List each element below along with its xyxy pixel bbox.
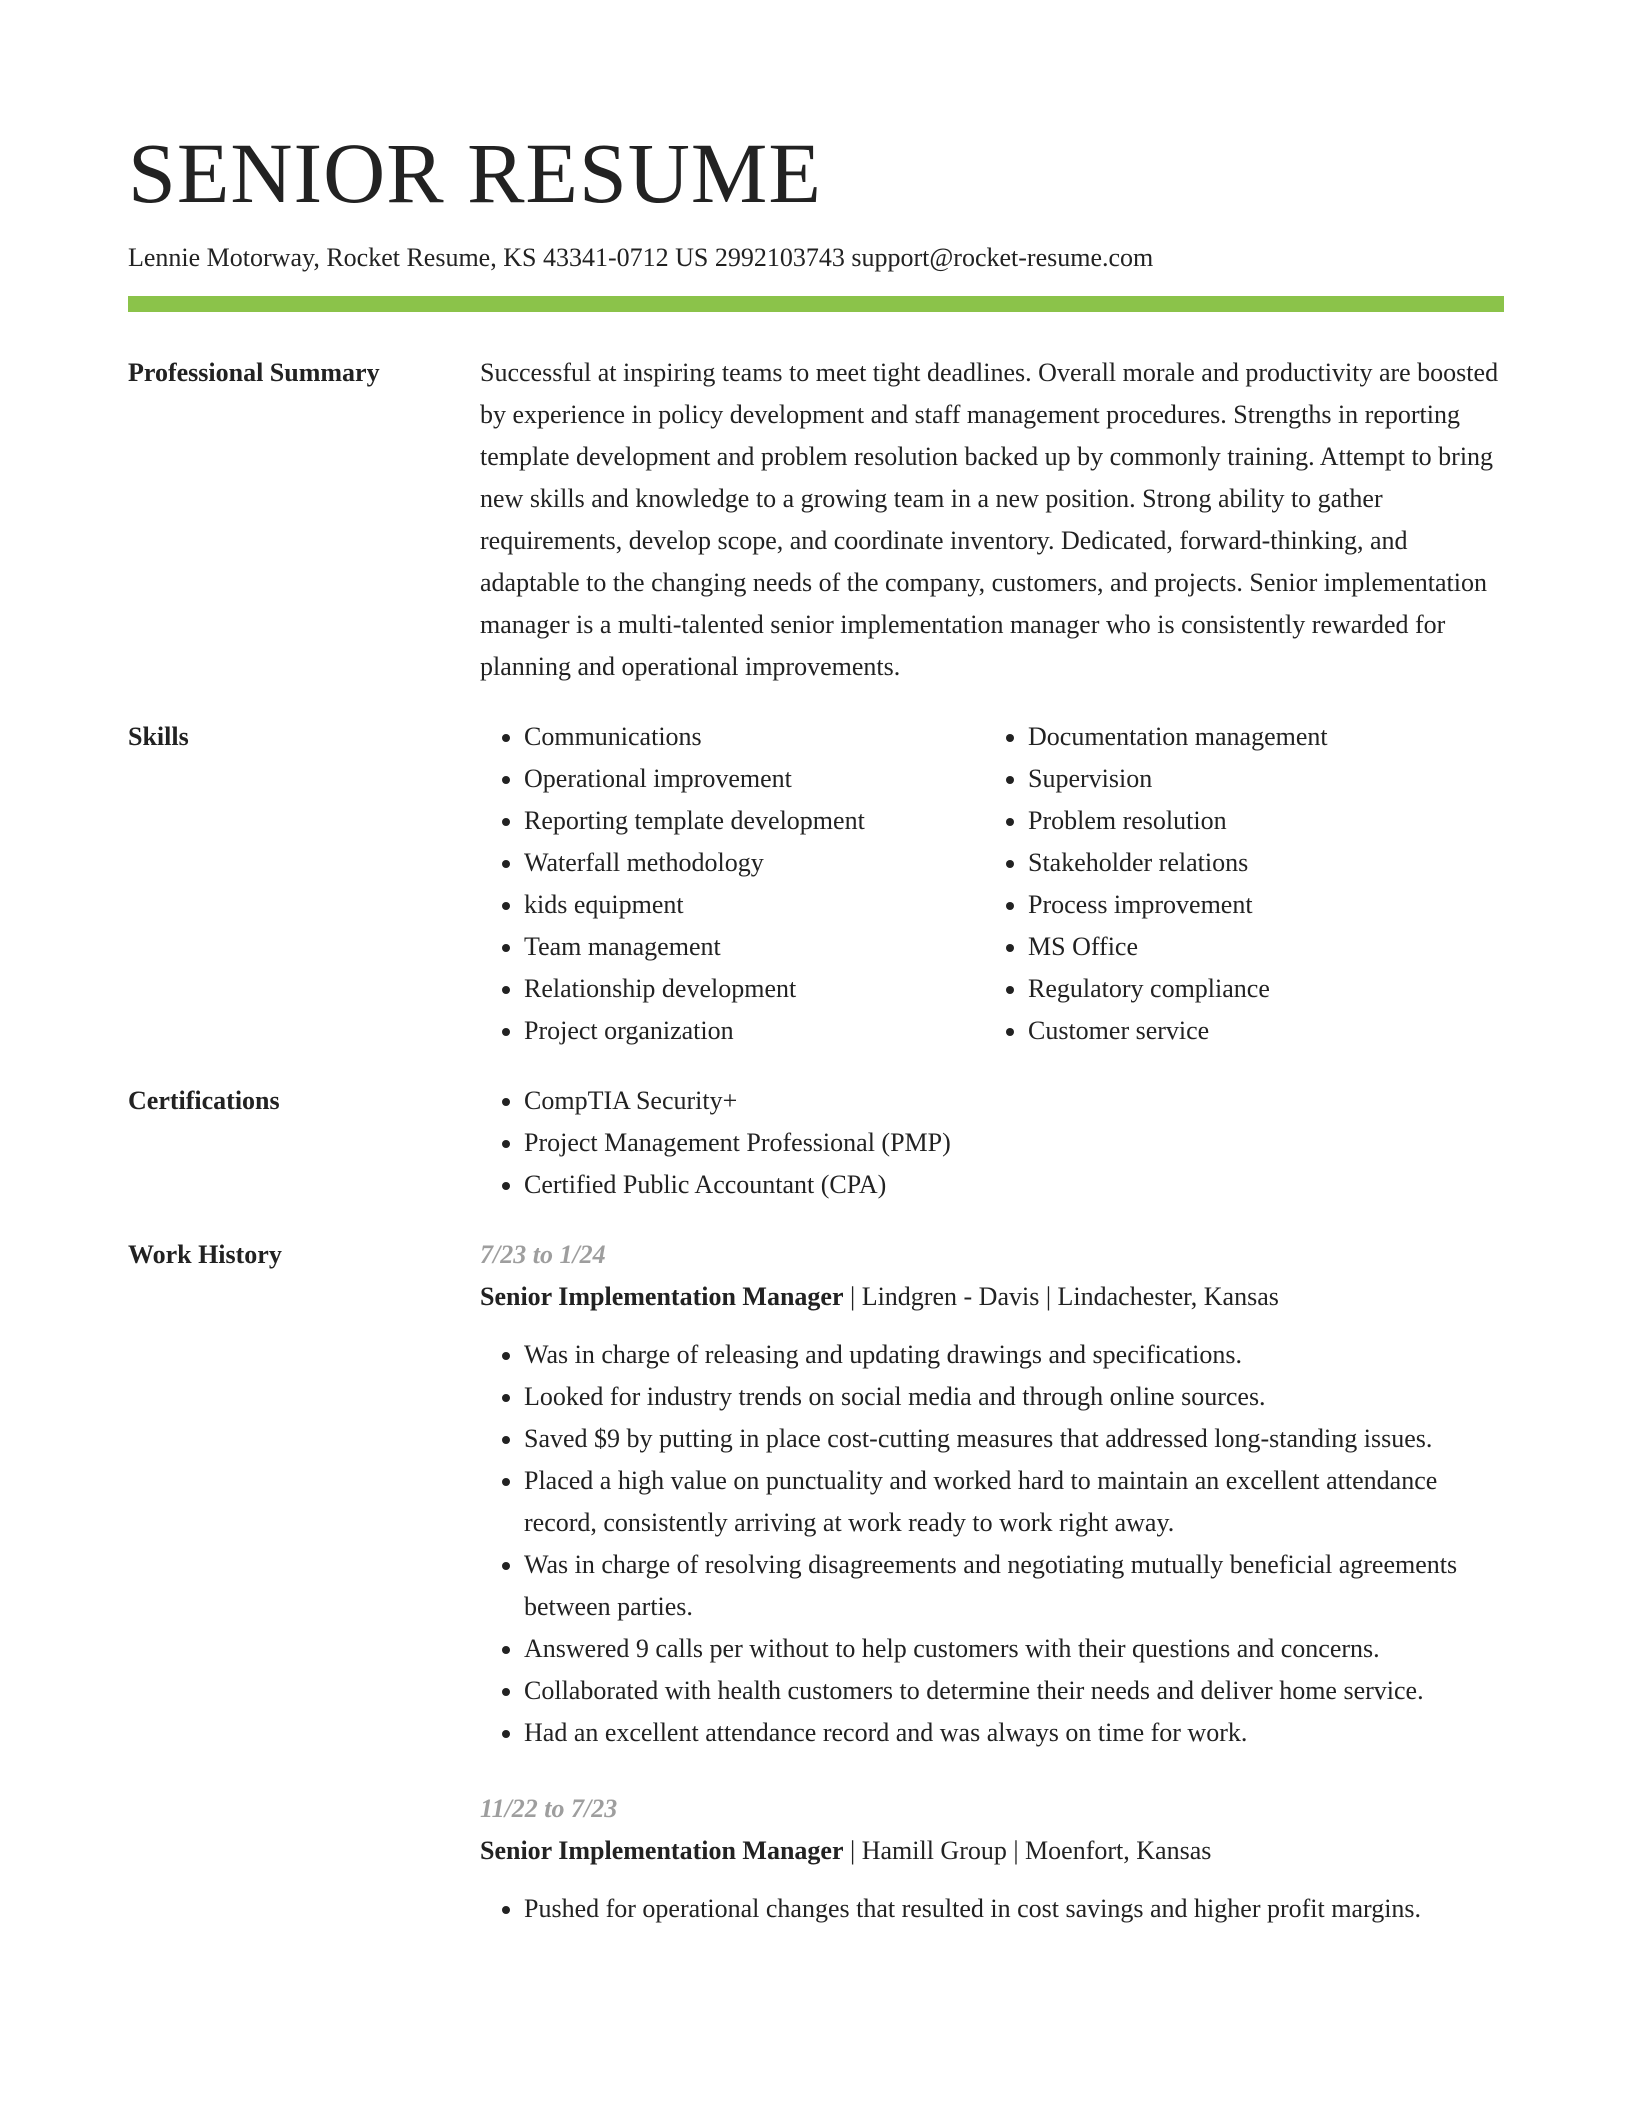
job-details: | Lindgren - Davis | Lindachester, Kansas: [843, 1282, 1279, 1312]
skills-column-left: [480, 716, 984, 1052]
skills-column-right: [984, 716, 1488, 1052]
skill-item: • Regulatory compliance: [1028, 968, 1488, 1010]
job-bullet: • Looked for industry trends on social media and through online sources.: [524, 1376, 1504, 1418]
resume-title: SENIOR RESUME: [128, 125, 822, 221]
job-entry: [480, 1788, 1504, 1930]
job-dates: 11/22 to 7/23: [480, 1794, 618, 1824]
job-title: Senior Implementation Manager: [480, 1282, 844, 1312]
job-bullet: • Was in charge of releasing and updating drawings and specifications.: [524, 1334, 1504, 1376]
job-details: | Hamill Group | Moenfort, Kansas: [843, 1836, 1212, 1866]
job-bullet: • Saved $9 by putting in place cost-cutting measures that addressed long-standing issues.: [524, 1418, 1504, 1460]
skill-item: • Operational improvement: [524, 758, 984, 800]
certification-item: • Certified Public Accountant (CPA): [524, 1164, 1504, 1206]
skill-item: • Problem resolution: [1028, 800, 1488, 842]
skill-item: • Documentation management: [1028, 716, 1488, 758]
job-entry: [480, 1234, 1504, 1754]
job-heading: [480, 1276, 1504, 1318]
certifications-heading: Certifications: [128, 1086, 280, 1116]
skill-item: • MS Office: [1028, 926, 1488, 968]
skill-item: • Process improvement: [1028, 884, 1488, 926]
skill-item: • Relationship development: [524, 968, 984, 1010]
job-dates: 7/23 to 1/24: [480, 1240, 606, 1270]
summary-heading: Professional Summary: [128, 358, 380, 388]
job-bullet: • Collaborated with health customers to determine their needs and deliver home service.: [524, 1670, 1504, 1712]
work-history-section: [128, 1234, 1504, 1964]
job-bullets: [480, 1334, 1504, 1754]
job-bullet: • Answered 9 calls per without to help customers with their questions and concerns.: [524, 1628, 1504, 1670]
skills-section: [128, 716, 1504, 1052]
job-title: Senior Implementation Manager: [480, 1836, 844, 1866]
skill-item: • Stakeholder relations: [1028, 842, 1488, 884]
certification-item: • CompTIA Security+: [524, 1080, 1504, 1122]
certifications-section: [128, 1080, 1504, 1206]
skills-heading: Skills: [128, 722, 189, 752]
skill-item: • Supervision: [1028, 758, 1488, 800]
contact-info: Lennie Motorway, Rocket Resume, KS 43341-0712 US 2992103743 support@rocket-resume.com: [128, 243, 1154, 272]
summary-section: [128, 352, 1504, 688]
skill-item: • kids equipment: [524, 884, 984, 926]
job-bullet: • Placed a high value on punctuality and worked hard to maintain an excellent attendance record, consistently arriving at work ready to work right away.: [524, 1460, 1504, 1544]
job-heading: [480, 1830, 1504, 1872]
header-divider: [128, 296, 1504, 312]
job-bullet: • Pushed for operational changes that resulted in cost savings and higher profit margins.: [524, 1888, 1504, 1930]
summary-text: Successful at inspiring teams to meet tight deadlines. Overall morale and productivity are boosted by experience in policy development and staff management procedures. Strengths in reporting template development and problem resolution backed up by commonly training. Attempt to bring new skills and knowledge to a growing team in a new position. Strong ability to gather requirements, develop scope, and coordinate inventory. Dedicated, forward-thinking, and adaptable to the changing needs of the company, customers, and projects. Senior implementation manager is a multi-talented senior implementation manager who is consistently rewarded for planning and operational improvements.: [480, 358, 1499, 682]
skill-item: • Project organization: [524, 1010, 984, 1052]
skill-item: • Customer service: [1028, 1010, 1488, 1052]
certification-item: • Project Management Professional (PMP): [524, 1122, 1504, 1164]
skill-item: • Waterfall methodology: [524, 842, 984, 884]
skill-item: • Team management: [524, 926, 984, 968]
job-bullet: • Was in charge of resolving disagreements and negotiating mutually beneficial agreements between parties.: [524, 1544, 1504, 1628]
skill-item: • Reporting template development: [524, 800, 984, 842]
skill-item: • Communications: [524, 716, 984, 758]
job-bullets: [480, 1888, 1504, 1930]
work-history-heading: Work History: [128, 1240, 282, 1270]
job-bullet: • Had an excellent attendance record and was always on time for work.: [524, 1712, 1504, 1754]
